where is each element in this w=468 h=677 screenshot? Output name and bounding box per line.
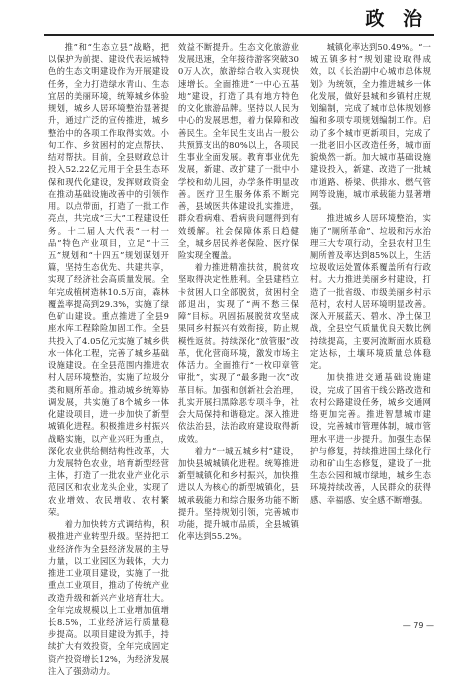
paragraph: 推进城乡人居环境整治，实施了“厕所革命”、垃圾和污水治理三大专项行动，全县农村卫生厕所普及率达到85%以上，生活垃圾收运处置体系覆盖所有行政村。大力推进美丽乡村建设，打造了一批省级、市级美丽乡村示范村，农村人居环境明显改善。深入开展蓝天、碧水、净土保卫战，全县空气质量优良天数比例持续提高，主要河流断面水质稳定达标，土壤环境质量总体稳定。 — [310, 213, 431, 371]
paragraph: 着力加快转方式调结构，积极推进产业转型升级。坚持把工业经济作为全县经济发展的主导力量，以工业园区为载体，大力推进工业项目建设，实施了一批重点工业项目，推动了传统产业改造升级和新兴产业培育壮大。全年完成规模以上工业增加值增长8.5%，工业经济运行质量稳步提高。以项目建设为抓手，持续扩大有效投资，全年完成固定资产投资增长12%，为经济发展注入了强劲动力。 — [48, 519, 169, 676]
text-column-1 — [48, 41, 169, 676]
header-rule — [44, 34, 434, 36]
paragraph: 着力推进精准扶贫，脱贫攻坚取得决定性胜利。全县建档立卡贫困人口全部脱贫，贫困村全部退出，实现了“两不愁三保障”目标。巩固拓展脱贫攻坚成果同乡村振兴有效衔接，防止规模性返贫。持续深化“放管服”改革，优化营商环境，激发市场主体活力。全面推行“一枚印章管审批”，实现了“最多跑一次”改革目标。加强和创新社会治理，扎实开展扫黑除恶专项斗争，社会大局保持和谐稳定。深入推进依法治县，法治政府建设取得新成效。 — [178, 262, 299, 444]
page-number: — 79 — — [402, 621, 434, 630]
paragraph: 加快推进交通基础设施建设，完成了国省干线公路改造和农村公路建设任务，城乡交通网络更加完善。推进智慧城市建设，完善城市管理体制，城市管理水平进一步提升。加强生态保护与修复，持续推进国土绿化行动和矿山生态修复，建设了一批生态公园和城市绿地，城乡生态环境持续改善，人民群众的获得感、幸福感、安全感不断增强。 — [310, 372, 431, 505]
text-column-2 — [178, 41, 299, 618]
paragraph: 城镇化率达到50.49%。“一城五镇多村”规划建设取得成效，以《长治副中心城市总体规划》为统领，全力推进城乡一体化发展，做好县城和乡镇村庄规划编制，完成了城市总体规划修编和多项专项规划编制工作。启动了多个城市更新项目，完成了一批老旧小区改造任务，城市面貌焕然一新。加大城市基础设施建设投入，新建、改造了一批城市道路、桥梁、供排水、燃气管网等设施，城市承载能力显著增强。 — [310, 42, 431, 212]
paragraph: 着力“一城五城乡村”建设，加快县城城镇化进程。统筹推进新型城镇化和乡村振兴，加快推进以人为核心的新型城镇化，县城承载能力和综合服务功能不断提升。坚持规划引领，完善城市功能，提升城市品质，全县城镇化率达到55.2%。 — [178, 445, 299, 542]
section-title: 政 治 — [365, 8, 428, 30]
text-column-3 — [310, 41, 431, 618]
paragraph: 推”和“生态立县”战略，把以保护为前提、建设代表运城特色的生态文明建设作为开展建设任务，全力打造绿水青山、生态宜居的美丽环境，统筹城乡体验规划，城乡人居环境整治显著提升，通过广泛的宣传推进，城乡整治中的各项工作取得实效。小旬工作、乡贫困村的定点帮扶、结对帮扶。目前，全县财政总计投入52.22亿元用于全县生态环保和现代化建设，发挥财政资金在推动基础设施改善中的引领作用。以点带面，打造了一批工作亮点，共完成“三大”工程建设任务。十二届人大代表“一村一品”特色产业项目，立足“十三五”规划和“十四五”规划谋划开篇，坚持生态优先、共建共享，实现了经济社会高质量发展。全年完成植树造林10.5万亩，森林覆盖率提高到29.3%，实施了绿色矿山建设。重点推进了全县9座水库工程除险加固工作。全县共投入了4.05亿元实施了城乡供水一体化工程，完善了城乡基础设施建设。在全县范围内推进农村人居环境整治，实施了垃圾分类和厕所革命。推动城乡统筹协调发展，共实施了8个城乡一体化建设项目，进一步加快了新型城镇化进程。积极推进乡村振兴战略实施，以产业兴旺为重点，深化农业供给侧结构性改革，大力发展特色农业，培育新型经营主体，打造了一批农业产业化示范园区和农业龙头企业，实现了农业增效、农民增收、农村繁荣。 — [48, 42, 169, 517]
paragraph: 效益不断提升。生态文化旅游业发展迅速，全年接待游客突破300万人次，旅游综合收入实现快速增长。全面推进“一中心五基地”建设，打造了具有地方特色的文化旅游品牌。坚持以人民为中心的发展思想，着力保障和改善民生。全年民生支出占一般公共预算支出的80%以上，各项民生事业全面发展。教育事业优先发展，新建、改扩建了一批中小学校和幼儿园，办学条件明显改善。医疗卫生服务体系不断完善，县域医共体建设扎实推进，群众看病难、看病贵问题得到有效缓解。社会保障体系日趋健全，城乡居民养老保险、医疗保险实现全覆盖。 — [178, 42, 299, 260]
